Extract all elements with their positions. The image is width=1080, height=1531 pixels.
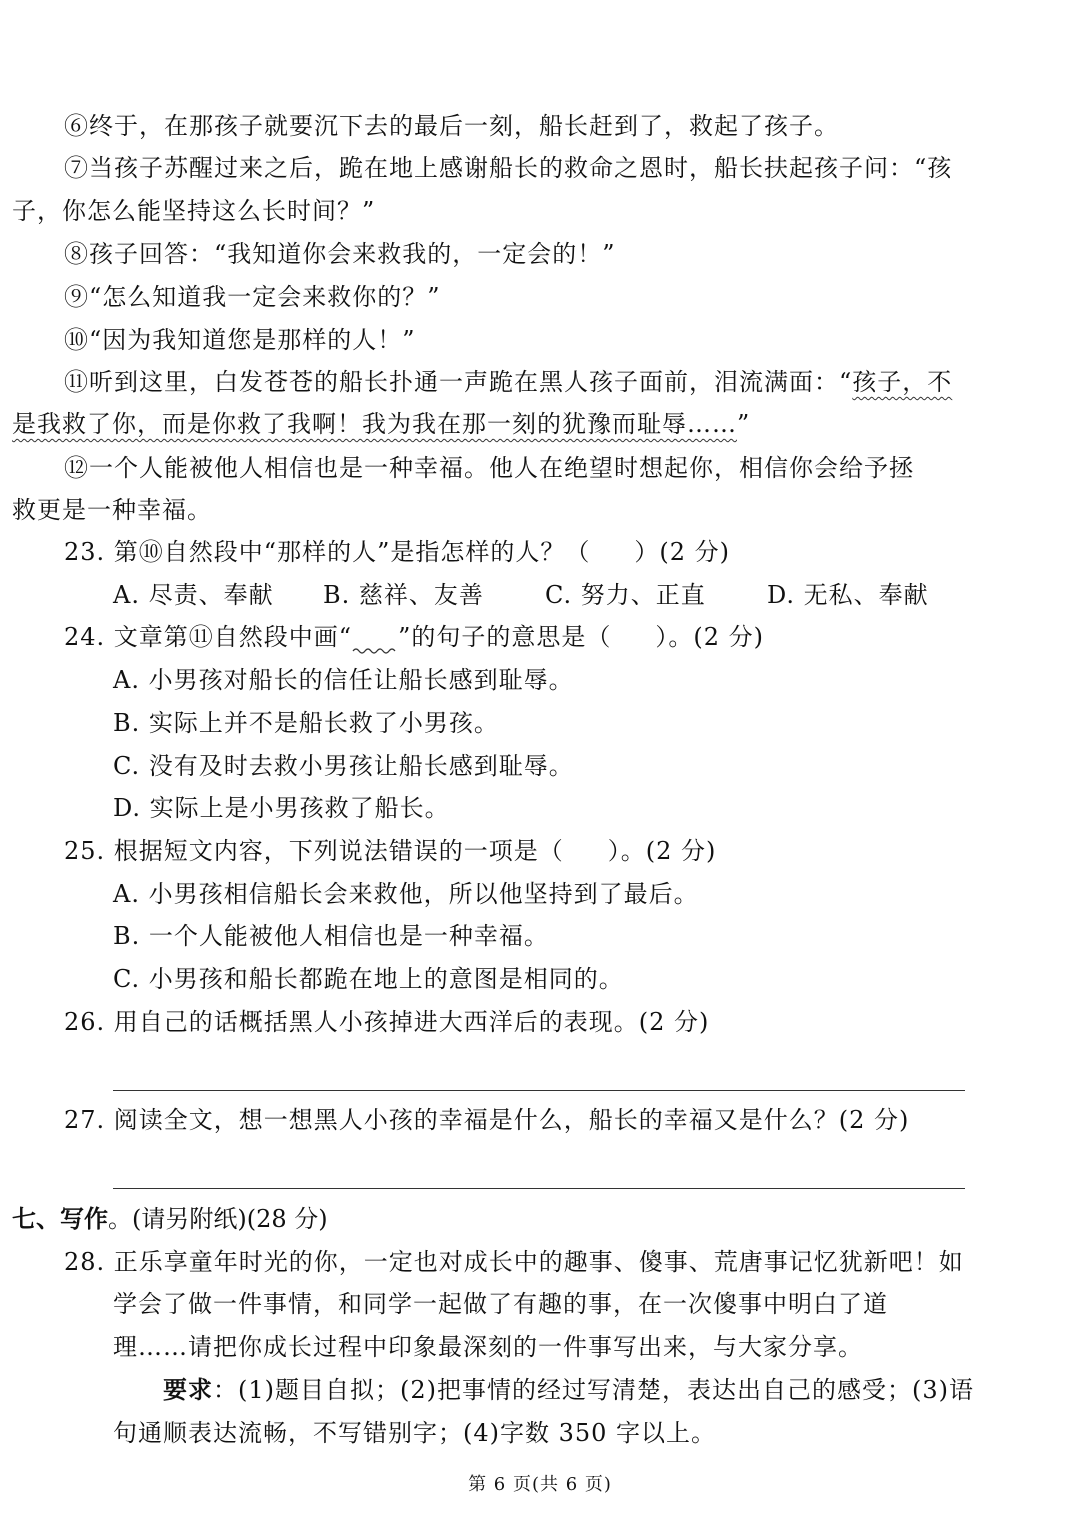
answer-line-27[interactable] (113, 1188, 965, 1189)
paragraph-10: ⑩“因为我知道您是那样的人！” (64, 326, 416, 354)
question-24-score: ）。(2 分) (655, 623, 764, 651)
question-23-score: ）(2 分) (634, 538, 730, 566)
paragraph-11-wavy-part-2: 是我救了你，而是你救了我啊！我为我在那一刻的犹豫而耻辱…… (12, 410, 737, 438)
paragraph-11-closing-quote: ” (737, 410, 751, 438)
question-27: 27. 阅读全文，想一想黑人小孩的幸福是什么，船长的幸福又是什么？(2 分) (64, 1106, 910, 1134)
requirements-line-1 (163, 1374, 974, 1406)
paragraph-11-plain-part: ⑪听到这里，白发苍苍的船长扑通一声跪在黑人孩子面前，泪流满面：“ (64, 368, 853, 396)
paragraph-8: ⑧孩子回答：“我知道你会来救我的，一定会的！” (64, 240, 616, 268)
paragraph-9: ⑨“怎么知道我一定会来救你的？” (64, 283, 441, 311)
requirements-text-1: ：(1)题目自拟；(2)把事情的经过写清楚，表达出自己的感受；(3)语 (213, 1376, 974, 1404)
option-24-c: C. 没有及时去救小男孩让船长感到耻辱。 (113, 752, 574, 780)
question-28-line-3: 理……请把你成长过程中印象最深刻的一件事写出来，与大家分享。 (113, 1333, 863, 1361)
section-7-title (12, 1203, 328, 1235)
option-25-c: C. 小男孩和船长都跪在地上的意图是相同的。 (113, 965, 624, 993)
question-23 (64, 536, 730, 568)
option-25-b: B. 一个人能被他人相信也是一种幸福。 (113, 922, 549, 950)
answer-line-26[interactable] (113, 1090, 965, 1091)
paragraph-12-line-1: ⑫一个人能被他人相信也是一种幸福。他人在绝望时想起你，相信你会给予拯 (64, 454, 914, 482)
paragraph-7-line-2: 子，你怎么能坚持这么长时间？” (12, 197, 376, 225)
question-28-line-2: 学会了做一件事情，和同学一起做了有趣的事，在一次傻事中明白了道 (113, 1290, 888, 1318)
requirements-label: 要求 (163, 1375, 213, 1404)
requirements-line-2: 句通顺表达流畅，不写错别字；(4)字数 350 字以上。 (113, 1419, 717, 1447)
paragraph-6: ⑥终于，在那孩子就要沉下去的最后一刻，船长赶到了，救起了孩子。 (64, 112, 839, 140)
question-24-stem: 24. 文章第⑪自然段中画“ (64, 623, 353, 651)
question-23-options (113, 579, 929, 611)
question-24-stem-mid: ”的句子的意思是（ (398, 623, 612, 651)
question-24 (64, 621, 764, 653)
option-24-a: A. 小男孩对船长的信任让船长感到耻辱。 (113, 666, 574, 694)
paragraph-7-line-1: ⑦当孩子苏醒过来之后，跪在地上感谢船长的救命之恩时，船长扶起孩子问：“孩 (64, 154, 953, 182)
paragraph-11-line-1 (64, 366, 952, 398)
option-23-c: C. 努力、正直 (545, 581, 706, 609)
question-25-score: ）。(2 分) (607, 837, 717, 865)
option-25-a: A. 小男孩相信船长会来救他，所以他坚持到了最后。 (113, 880, 699, 908)
section-7-title-bold: 七、写作 (12, 1204, 108, 1233)
option-24-d: D. 实际上是小男孩救了船长。 (113, 794, 450, 822)
wavy-underline-sample-icon (352, 627, 398, 651)
paragraph-11-line-2 (12, 408, 750, 440)
question-26: 26. 用自己的话概括黑人小孩掉进大西洋后的表现。(2 分) (64, 1008, 710, 1036)
option-24-b: B. 实际上并不是船长救了小男孩。 (113, 709, 499, 737)
page-footer: 第 6 页(共 6 页) (468, 1474, 612, 1495)
option-23-b: B. 慈祥、友善 (323, 581, 484, 609)
section-7-title-rest: 。(请另附纸)(28 分) (108, 1205, 328, 1233)
question-23-stem: 23. 第⑩自然段中“那样的人”是指怎样的人？（ (64, 538, 591, 566)
option-23-d: D. 无私、奉献 (767, 581, 929, 609)
paragraph-12-line-2: 救更是一种幸福。 (12, 496, 212, 524)
option-23-a: A. 尽责、奉献 (113, 581, 274, 609)
paragraph-11-wavy-part-1: 孩子，不 (852, 368, 953, 396)
question-25 (64, 835, 716, 867)
question-25-stem: 25. 根据短文内容，下列说法错误的一项是（ (64, 837, 564, 865)
question-28-line-1: 28. 正乐享童年时光的你，一定也对成长中的趣事、傻事、荒唐事记忆犹新吧！如 (64, 1248, 964, 1276)
